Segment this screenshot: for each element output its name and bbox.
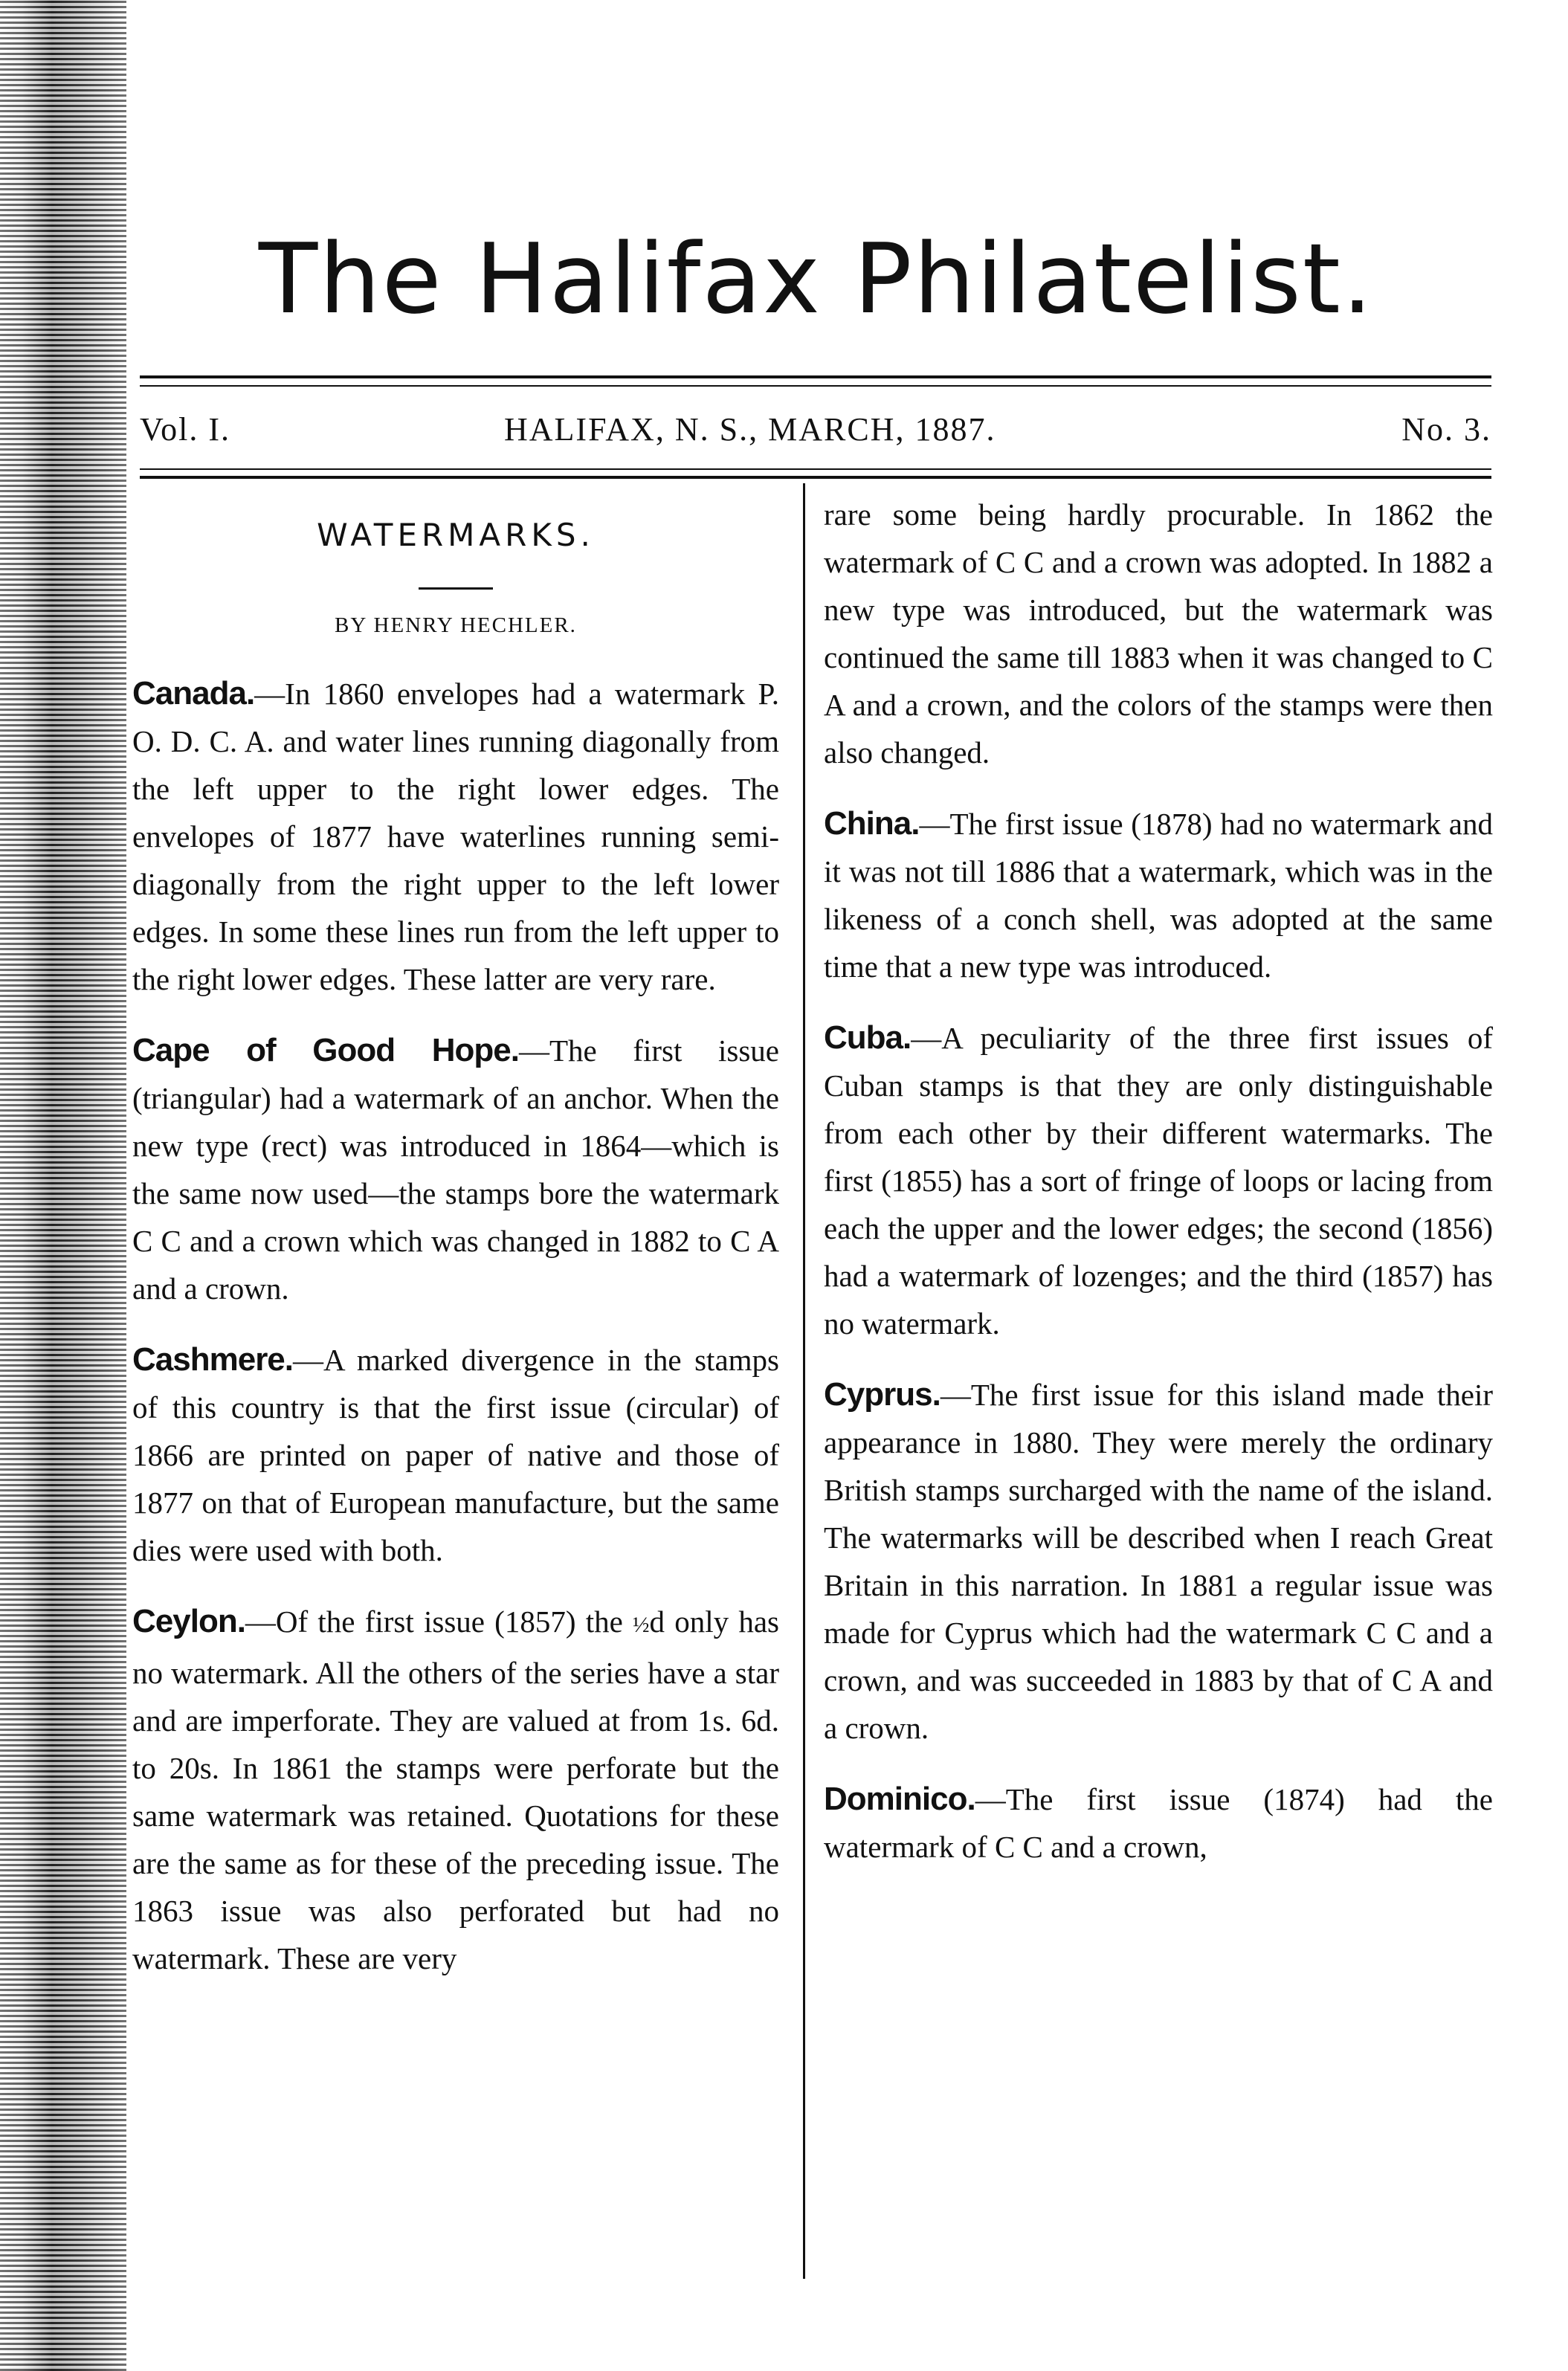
section-ceylon-continued: rare some being hardly procurable. In 1862 the watermark of C C and a crown was adopted. In 1882 a new type was introduced, but the watermark was continued the same till 1883 when it was changed to C A and a crown, and the colors of the stamps were then also changed. <box>824 497 1493 770</box>
issue-rule-bottom <box>140 476 1491 479</box>
volume-label: Vol. I. <box>140 411 230 448</box>
issue-rule-top <box>140 468 1491 470</box>
article-title: WATERMARKS. <box>317 517 595 553</box>
dateline: HALIFAX, N. S., MARCH, 1887. <box>504 411 996 448</box>
section-china <box>824 800 1493 990</box>
masthead-rule-bottom <box>140 385 1491 387</box>
section-heading: Cyprus. <box>824 1376 941 1413</box>
section-cashmere <box>132 1336 779 1574</box>
issue-number: No. 3. <box>1401 411 1491 448</box>
masthead-title: The Halifax Philatelist. <box>258 222 1375 335</box>
section-heading: Cuba. <box>824 1019 912 1056</box>
article-byline: BY HENRY HECHLER. <box>335 613 577 637</box>
section-ceylon <box>132 1598 779 1982</box>
right-column <box>824 491 1493 1894</box>
left-column <box>132 491 779 2006</box>
section-heading: Cashmere. <box>132 1341 294 1378</box>
section-canada <box>132 670 779 1003</box>
section-cape-of-good-hope <box>132 1027 779 1312</box>
section-cuba <box>824 1014 1493 1347</box>
section-heading: Cape of Good Hope. <box>132 1032 519 1068</box>
section-text: —A marked divergence in the stamps of this country is that the first issue (circular) of 1866 are printed on paper of native and those of 1877 on that of European manufacture, but the same dies were used with both. <box>132 1343 779 1567</box>
masthead-rule-top <box>140 375 1491 378</box>
column-divider <box>803 483 805 2279</box>
title-rule <box>419 587 493 590</box>
issue-line <box>140 407 1491 452</box>
section-heading: Canada. <box>132 675 255 712</box>
section-text: d only has no watermark. All the others of the series have a star and are imperforate. They are valued at from 1s. 6d. to 20s. In 1861 the stamps were perforate but the same watermark was retained. Quotations for these are the same as for these of the preceding issue. The 1863 issue was also perforated but had no watermark. These are very <box>132 1604 779 1975</box>
section-heading: China. <box>824 805 920 842</box>
fraction-half: ½ <box>633 1613 650 1637</box>
section-text: —The first issue (1874) had the watermark of C C and a crown, <box>824 1782 1493 1864</box>
section-text: —In 1860 envelopes had a watermark P. O. D. C. A. and water lines running diagonally from the left upper to the right lower edges. The envelopes of 1877 have waterlines running semi-diagonally from the right upper to the left lower edges. In some these lines run from the left upper to the right lower edges. These latter are very rare. <box>132 677 779 996</box>
section-text: —A peculiarity of the three first issues of Cuban stamps is that they are only distinguishable from each other by their different watermarks. The first (1855) has a sort of fringe of loops or lacing from each the upper and the lower edges; the second (1856) had a watermark of lozenges; and the third (1857) has no watermark. <box>824 1021 1493 1341</box>
section-text: —Of the first issue (1857) the <box>245 1604 633 1639</box>
section-cyprus <box>824 1371 1493 1752</box>
book-binding-edge <box>0 0 126 2371</box>
section-heading: Dominico. <box>824 1781 975 1817</box>
section-text: —The first issue (1878) had no watermark and it was not till 1886 that a watermark, which was in the likeness of a conch shell, was adopted at the same time that a new type was introduced. <box>824 807 1493 984</box>
section-text: —The first issue (triangular) had a watermark of an anchor. When the new type (rect) was introduced in 1864—which is the same now used—the stamps bore the watermark C C and a crown which was changed in 1882 to C A and a crown. <box>132 1033 779 1306</box>
section-heading: Ceylon. <box>132 1603 245 1639</box>
section-text: —The first issue for this island made their appearance in 1880. They were merely the ordinary British stamps surcharged with the name of the island. The watermarks will be described when I reach Great Britain in this narration. In 1881 a regular issue was made for Cyprus which had the watermark C C and a crown, and was succeeded in 1883 by that of C A and a crown. <box>824 1378 1493 1745</box>
section-dominica <box>824 1775 1493 1871</box>
